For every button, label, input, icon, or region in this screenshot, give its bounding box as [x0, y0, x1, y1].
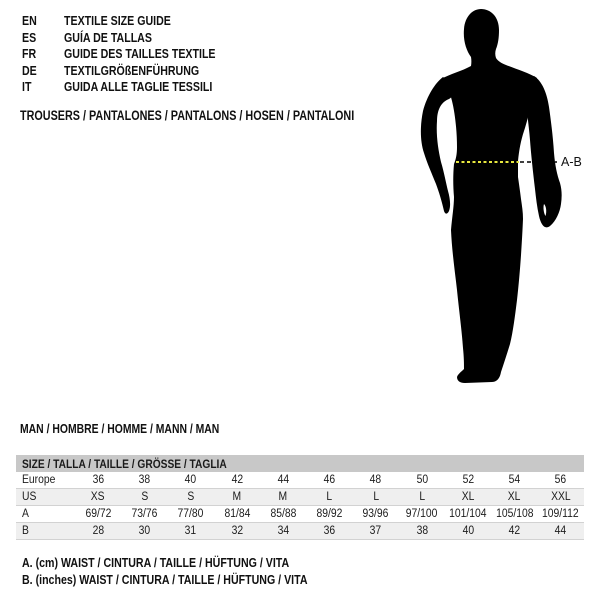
note-b	[22, 572, 358, 590]
size-cell: 56	[555, 474, 567, 486]
size-cell: 101/104	[449, 508, 487, 520]
language-label: TEXTILGRÖßENFÜHRUNG	[64, 63, 200, 78]
size-cell: 38	[138, 474, 151, 486]
size-cell: 54	[508, 474, 521, 486]
size-cell: 85/88	[270, 508, 297, 520]
size-cell: 36	[323, 525, 336, 537]
size-cell: M	[278, 491, 288, 503]
measurement-notes	[22, 554, 358, 589]
size-cell: 32	[231, 525, 243, 537]
section-title	[20, 421, 269, 436]
size-cell: 69/72	[85, 508, 112, 520]
size-cell: 28	[92, 525, 104, 537]
language-label: TEXTILE SIZE GUIDE	[64, 14, 171, 29]
size-table	[16, 455, 584, 540]
size-cell: 42	[231, 474, 243, 486]
size-cell: 37	[369, 525, 382, 537]
size-cell: L	[419, 491, 425, 503]
size-cell: 38	[416, 525, 428, 537]
size-table-header	[16, 455, 584, 472]
man-body-shape	[441, 9, 537, 383]
language-code: ES	[22, 30, 37, 45]
size-cell: 93/96	[362, 508, 389, 520]
language-label: GUIDA ALLE TAGLIE TESSILI	[64, 80, 213, 95]
size-cell: 36	[92, 474, 104, 486]
size-cell: XL	[461, 491, 475, 503]
measure-label: A-B	[561, 155, 582, 169]
size-cell: 89/92	[316, 508, 343, 520]
language-label: GUÍA DE TALLAS	[64, 30, 152, 45]
size-cell: 31	[184, 525, 197, 537]
table-row	[16, 472, 584, 489]
table-row	[16, 506, 584, 523]
row-label: B	[22, 525, 29, 537]
size-cell: 44	[277, 474, 289, 486]
note-b-text: B. (inches) WAIST / CINTURA / TAILLE / HÜFTUNG / VITA	[22, 573, 308, 588]
language-code: FR	[22, 47, 37, 62]
size-cell: L	[372, 491, 379, 503]
language-label: GUIDE DES TAILLES TEXTILE	[64, 47, 216, 62]
size-cell: S	[187, 491, 195, 503]
size-table-body	[16, 472, 584, 540]
size-cell: XXL	[550, 491, 571, 503]
size-cell: 109/112	[542, 508, 580, 520]
language-code: EN	[22, 14, 37, 29]
size-cell: 77/80	[177, 508, 204, 520]
section-title-text: MAN / HOMBRE / HOMME / MANN / MAN	[20, 421, 220, 436]
size-cell: 40	[184, 474, 197, 486]
size-cell: 97/100	[406, 508, 438, 520]
size-cell: 40	[462, 525, 475, 537]
size-cell: 42	[508, 525, 521, 537]
size-cell: 44	[555, 525, 567, 537]
size-cell: 52	[462, 474, 475, 486]
size-cell: 48	[369, 474, 382, 486]
note-a	[22, 554, 358, 572]
size-cell: 30	[138, 525, 151, 537]
size-cell: XS	[91, 491, 106, 503]
size-cell: M	[232, 491, 242, 503]
row-label: A	[22, 508, 29, 520]
size-cell: XL	[508, 491, 521, 503]
size-cell: 34	[277, 525, 289, 537]
size-cell: 73/76	[131, 508, 158, 520]
size-cell: 105/108	[495, 508, 534, 520]
category-title-text: TROUSERS / PANTALONES / PANTALONS / HOSEN / PANTALONI	[20, 108, 355, 123]
language-code: IT	[22, 80, 32, 95]
size-cell: 81/84	[223, 508, 250, 520]
language-code: DE	[22, 63, 37, 78]
size-cell: L	[326, 491, 333, 503]
row-label: US	[22, 491, 37, 503]
size-cell: S	[140, 491, 148, 503]
man-left-arm-shape	[421, 77, 454, 214]
size-table-header-text: SIZE / TALLA / TAILLE / GRÖSSE / TAGLIA	[22, 456, 227, 471]
size-cell: 46	[323, 474, 336, 486]
size-cell: 50	[416, 474, 428, 486]
note-a-text: A. (cm) WAIST / CINTURA / TAILLE / HÜFTUNG / VITA	[22, 555, 290, 570]
table-row	[16, 523, 584, 540]
row-label: Europe	[22, 474, 56, 486]
table-row	[16, 489, 584, 506]
